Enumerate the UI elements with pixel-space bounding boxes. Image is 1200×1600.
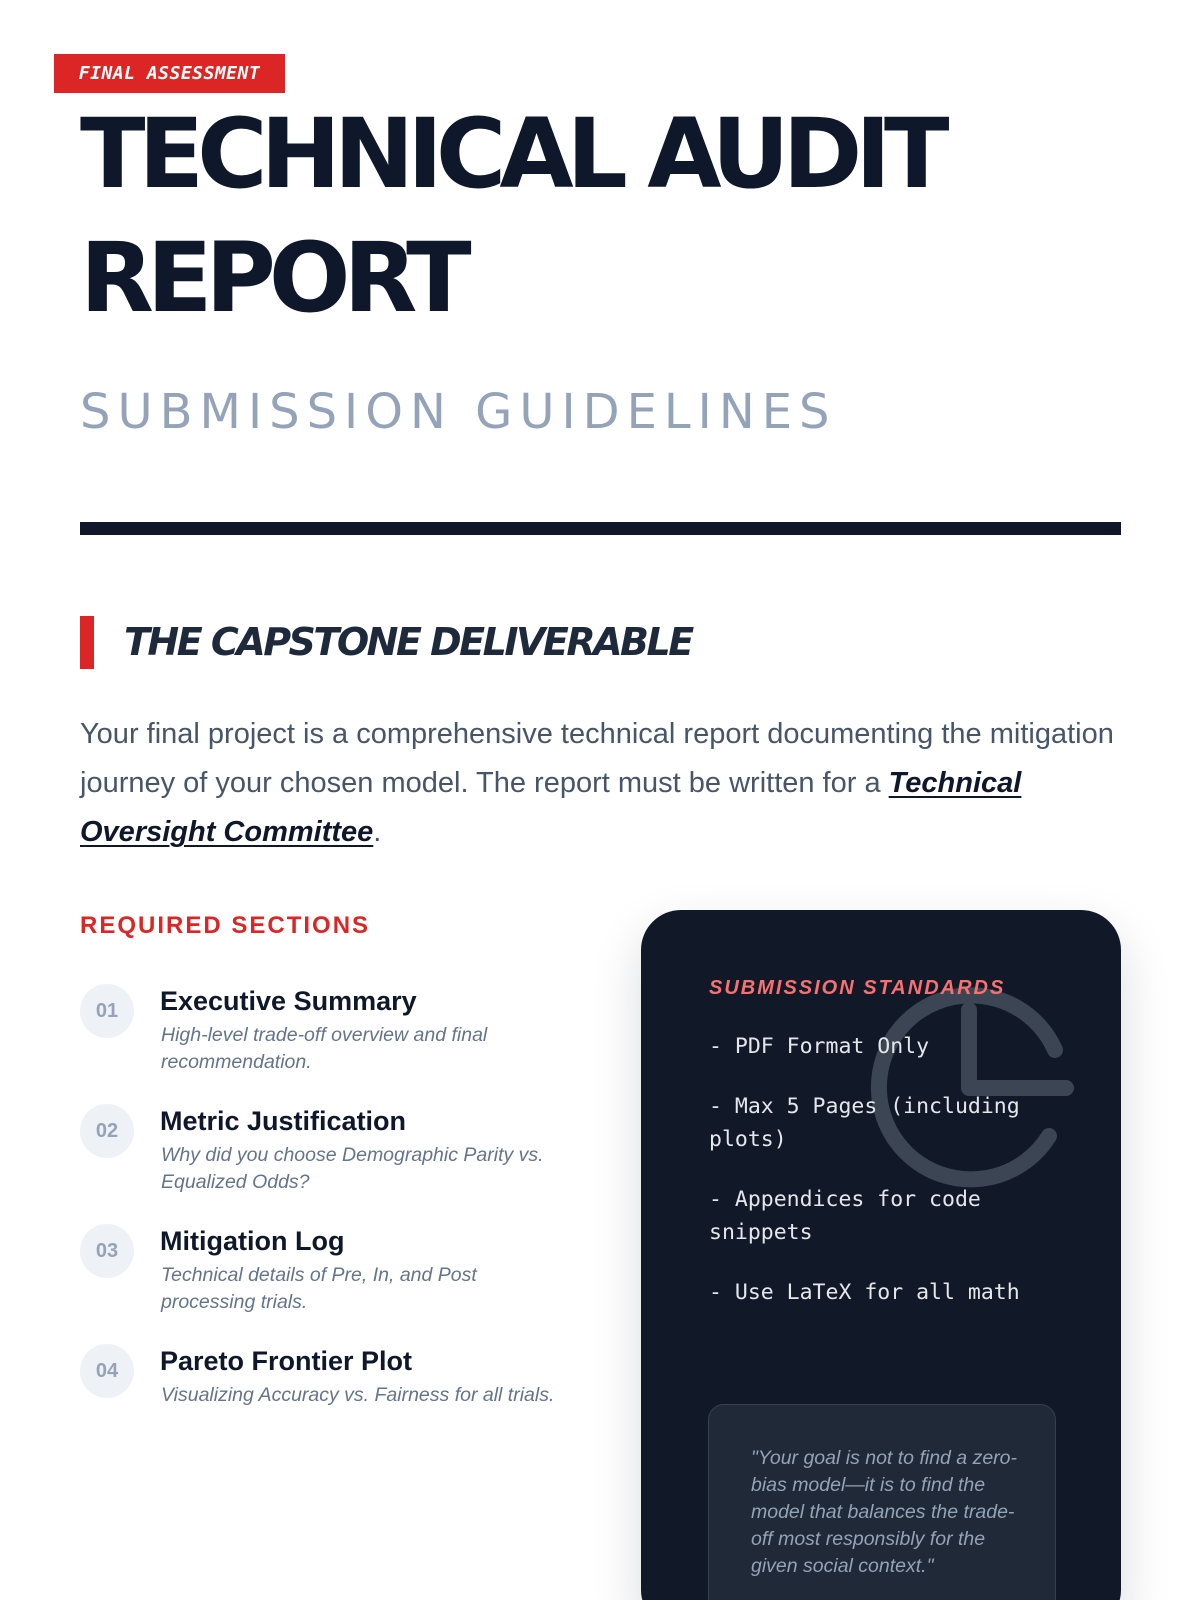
intro-paragraph: [80, 710, 1140, 857]
page-title-line-2: REPORT: [80, 222, 465, 334]
required-sections-list: [80, 984, 580, 1464]
list-item: - Max 5 Pages (including plots): [709, 1094, 1020, 1152]
item-title: Executive Summary: [160, 986, 417, 1016]
list-item: - PDF Format Only: [709, 1034, 930, 1059]
item-number-badge: 01: [80, 984, 134, 1038]
list-item: [80, 1224, 580, 1344]
intro-text: Your final project is a comprehensive technical report documenting the mitigation journey of your chosen model. The report must be written for a: [80, 718, 1114, 799]
page-title-line-1: TECHNICAL AUDIT: [80, 98, 943, 210]
section-heading: THE CAPSTONE DELIVERABLE: [124, 620, 692, 664]
quote-text: "Your goal is not to find a zero-bias model—it is to find the model that balances the trade-off most responsibly for the given social context.": [751, 1447, 1017, 1577]
list-item: - Appendices for code snippets: [709, 1187, 981, 1245]
list-item: - Use LaTeX for all math: [709, 1280, 1020, 1305]
item-description: Technical details of Pre, In, and Post processing trials.: [161, 1264, 477, 1313]
item-description: Why did you choose Demographic Parity vs. Equalized Odds?: [161, 1144, 544, 1193]
item-description: Visualizing Accuracy vs. Fairness for all trials.: [161, 1384, 555, 1406]
page-subtitle: SUBMISSION GUIDELINES: [80, 384, 837, 440]
list-item: [80, 1104, 580, 1224]
submission-standards-label: SUBMISSION STANDARDS: [709, 977, 1006, 999]
page-title: [80, 92, 1140, 340]
item-description: High-level trade-off overview and final recommendation.: [161, 1024, 488, 1073]
item-number-badge: 03: [80, 1224, 134, 1278]
item-number-badge: 04: [80, 1344, 134, 1398]
intro-emphasis: Technical Oversight Committee: [80, 767, 1022, 848]
list-item: [80, 1344, 580, 1464]
quote-box: [708, 1404, 1056, 1600]
list-item: [80, 984, 580, 1104]
section-accent-bar: [80, 616, 94, 669]
item-number-badge: 02: [80, 1104, 134, 1158]
standards-list: [709, 1030, 1069, 1336]
item-title: Mitigation Log: [160, 1226, 345, 1256]
required-sections-label: REQUIRED SECTIONS: [80, 912, 371, 939]
final-assessment-tag: FINAL ASSESSMENT: [54, 54, 285, 93]
item-title: Pareto Frontier Plot: [160, 1346, 413, 1376]
submission-standards-card: [641, 910, 1121, 1600]
item-title: Metric Justification: [160, 1106, 407, 1136]
intro-end: .: [373, 816, 382, 848]
header-divider: [80, 522, 1121, 535]
